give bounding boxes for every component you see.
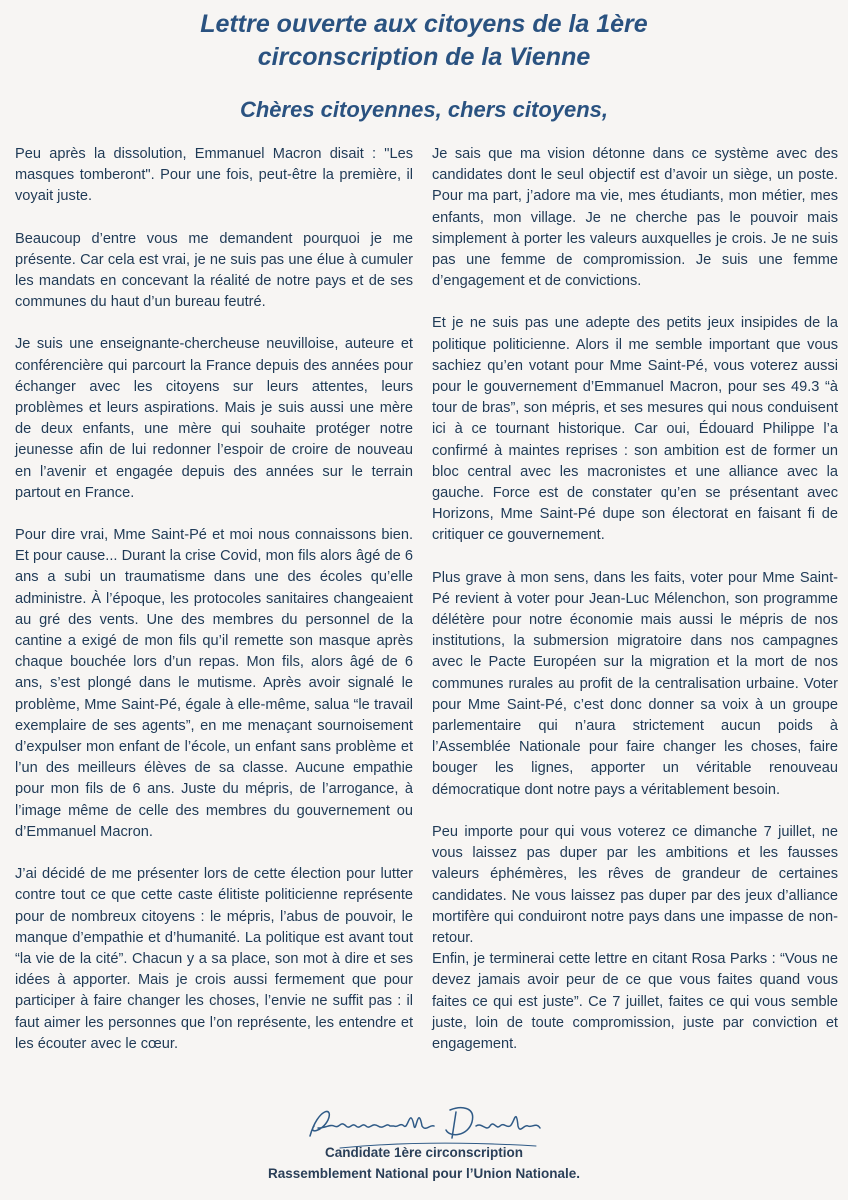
paragraph: Plus grave à mon sens, dans les faits, voter pour Mme Saint-Pé revient à voter pour Jean-Luc Mélenchon, son programme délétère pour notre économie mais aussi le mépris de nos institutions, la submersion migratoire dans nos campagnes avec le Pacte Européen sur la migration et la mort de nos communes rurales au profit de la centralisation urbaine. Voter pour Mme Saint-Pé, c’est donc donner sa voix à un groupe parlementaire qui n’aura strictement aucun poids à l’Assemblée Nationale pour faire changer les choses, faire bouger les lignes, apporter un véritable renouveau démocratique dont notre pays a véritablement besoin. <box>432 569 838 798</box>
paragraph: Enfin, je terminerai cette lettre en citant Rosa Parks : “Vous ne devez jamais avoir peur de ce que vous faites quand vous faites ce qui est juste”. Ce 7 juillet, faites ce qui vous semble juste, loin de toute compromission, juste par conviction et engagement. <box>432 951 838 1052</box>
paragraph: Peu importe pour qui vous voterez ce dimanche 7 juillet, ne vous laissez pas duper par les ambitions et les fausses valeurs éphémères, les rêves de grandeur de certaines candidates. Ne vous laissez pas duper par des jeux d’alliance mortifère qui conduiront notre pays dans une impasse de non-retour. <box>432 823 838 946</box>
signature-party: Rassemblement National pour l’Union Nationale. <box>267 1166 581 1181</box>
paragraph: Et je ne suis pas une adepte des petits jeux insipides de la politique politicienne. Alors il me semble important que vous sachiez qu’en votant pour Mme Saint-Pé, vous voterez aussi pour le gouvernement d’Emmanuel Macron, pour ses 49.3 “à tour de bras”, son mépris, et ses mesures qui nous conduisent ici à ce tournant historique. Car oui, Édouard Philippe l’a confirmé à maintes reprises : son ambition est de former un bloc central avec les macronistes et une alliance avec la gauche. Force est de constater qu’en se présentant avec Horizons, Mme Saint-Pé dupe son électorat en faisant fi de critiquer ce gouvernement. <box>432 315 838 544</box>
left-column <box>15 144 413 1076</box>
title-line-1: Lettre ouverte aux citoyens de la 1ère <box>200 10 648 38</box>
title-line-2: circonscription de la Vienne <box>257 43 591 71</box>
paragraph: Pour dire vrai, Mme Saint-Pé et moi nous connaissons bien. Et pour cause... Durant la crise Covid, mon fils alors âgé de 6 ans a subi un traumatisme dans une des écoles qu’elle administre. À l’époque, les protocoles sanitaires changeaient au gré des vents. Une des membres du personnel de la cantine a exigé de mon fils qu’il remette son masque après chaque bouchée lors d’un repas. Mon fils, alors âgé de 6 ans, s’est plongé dans le mutisme. Après avoir signalé le problème, Mme Saint-Pé, égale à elle-même, salua “le travail exemplaire de ses agents”, en me menaçant sournoisement d’expulser mon enfant de l’école, un enfant sans problème et l’un des meilleurs élèves de sa classe. Aucune empathie pour mon fils de 6 ans. Juste du mépris, de l’arrogance, à l’image même de celle des membres du gouvernement ou d’Emmanuel Macron. <box>15 527 413 840</box>
right-column <box>432 144 838 1076</box>
paragraph: Peu après la dissolution, Emmanuel Macron disait : "Les masques tomberont". Pour une fois, peut-être la première, il voyait juste. <box>15 146 413 205</box>
paragraph: Je suis une enseignante-chercheuse neuvilloise, auteure et conférencière qui parcourt la France depuis des années pour échanger avec les citoyens sur leurs attentes, leurs problèmes et leurs aspirations. Mais je suis aussi une mère de deux enfants, une mère qui souhaite protéger notre jeunesse afin de lui redonner l’espoir de croire de nouveau en l’avenir et engagée depuis des années sur le terrain partout en France. <box>15 336 413 501</box>
letter-title <box>0 8 848 74</box>
paragraph: Beaucoup d’entre vous me demandent pourquoi je me présente. Car cela est vrai, je ne suis pas une élue à cumuler les mandats en concevant la réalité de notre pays et de ses communes du haut d’un bureau feutré. <box>15 230 413 311</box>
paragraph: J’ai décidé de me présenter lors de cette élection pour lutter contre tout ce que cette caste élitiste politicienne représente pour de nombreux citoyens : le mépris, l’abus de pouvoir, le manque d’empathie et d’humanité. La politique est avant tout “la vie de la cité”. Chacun y a sa place, son mot à dire et ses idées à apporter. Mais je crois aussi fermement que pour participer à faire changer les choses, l’envie ne suffit pas : il faut aimer les personnes que l’on représente, les entendre et les écouter avec le cœur. <box>15 866 413 1052</box>
paragraph: Je sais que ma vision détonne dans ce système avec des candidates dont le seul objectif est d’avoir un siège, un poste. Pour ma part, j’adore ma vie, mes étudiants, mon métier, mes enfants, mon village. Je ne cherche pas le pouvoir mais simplement à porter les valeurs auxquelles je crois. Je ne suis pas une femme de compromission. Je suis une femme d’engagement et de convictions. <box>432 146 838 290</box>
greeting: Chères citoyennes, chers citoyens, <box>239 97 609 122</box>
signature-role: Candidate 1ère circonscription <box>324 1145 524 1160</box>
